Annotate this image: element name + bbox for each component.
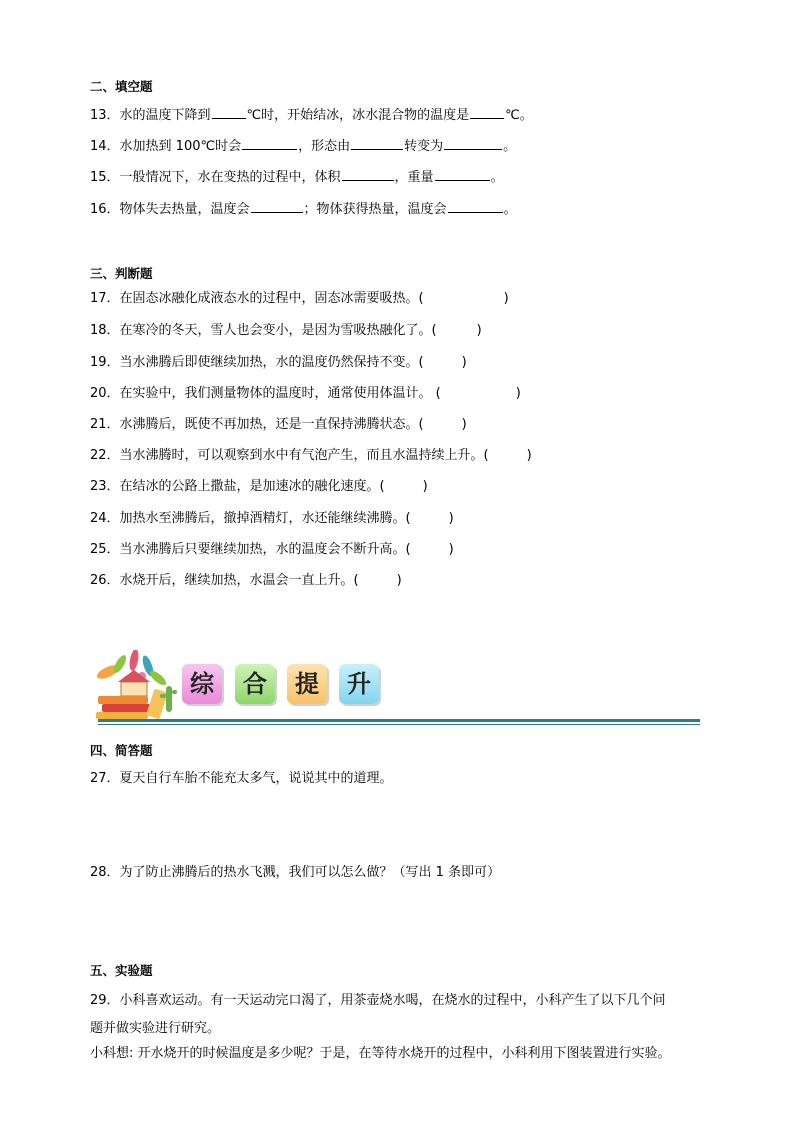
close-paren: ) [461,355,467,370]
question-29-line-1: 29．小科喜欢运动。有一天运动完口渴了，用茶壶烧水喝，在烧水的过程中，小科产生了以下几个问 [90,993,666,1008]
question-13-text-c: ℃。 [505,108,533,123]
banner-char-tile: 合 [235,664,275,704]
section-heading-true-false: 三、判断题 [90,266,153,281]
banner-char-tile: 升 [339,664,379,704]
question-text: 24．加热水至沸腾后，撤掉酒精灯，水还能继续沸腾。( [90,511,411,526]
question-20 [90,385,521,403]
close-paren: ) [503,291,509,306]
banner-divider [98,719,700,722]
answer-blank[interactable] [251,198,303,213]
answer-blank[interactable] [212,104,246,119]
question-17 [90,290,509,308]
question-15-text-c: 。 [490,170,504,185]
close-paren: ) [526,448,532,463]
question-21 [90,416,467,434]
question-text: 25．当水沸腾后只要继续加热，水的温度会不断升高。( [90,542,411,557]
question-text: 21．水沸腾后，既使不再加热，还是一直保持沸腾状态。( [90,417,424,432]
answer-blank[interactable] [351,135,403,150]
question-15-text-b: ，重量 [394,170,434,185]
question-24 [90,510,454,528]
section-heading-experiment: 五、实验题 [90,963,153,978]
question-text: 26．水烧开后，继续加热，水温会一直上升。( [90,573,359,588]
question-text: 19．当水沸腾后即使继续加热，水的温度仍然保持不变。( [90,355,424,370]
section-heading-fill-blank: 二、填空题 [90,79,153,94]
question-16-text-c: 。 [503,202,517,217]
banner-char-tile: 提 [287,664,327,704]
question-15 [90,166,504,187]
question-13 [90,104,533,125]
question-23 [90,478,428,496]
question-19 [90,354,467,372]
question-16-text-b: ；物体获得热量，温度会 [303,202,447,217]
question-14-text-a: 14．水加热到 100℃时会 [90,139,242,154]
answer-blank[interactable] [242,135,297,150]
close-paren: ) [461,417,467,432]
banner-char-tile: 综 [182,664,222,704]
close-paren: ) [476,323,482,338]
answer-blank[interactable] [435,166,490,181]
banner-divider-thin [98,724,700,725]
question-29-line-2: 题并做实验进行研究。 [90,1021,221,1036]
question-text: 18．在寒冷的冬天，雪人也会变小，是因为雪吸热融化了。( [90,323,437,338]
close-paren: ) [396,573,402,588]
question-text: 20．在实验中，我们测量物体的温度时，通常使用体温计。 ( [90,386,441,401]
close-paren: ) [422,479,428,494]
question-text: 23．在结冰的公路上撒盐，是加速冰的融化速度。( [90,479,385,494]
question-26 [90,572,402,590]
question-14-text-d: 。 [503,139,517,154]
close-paren: ) [448,511,454,526]
question-29-line-3: 小科想: 开水烧开的时候温度是多少呢？于是，在等待水烧开的过程中，小科利用下图装置进行实验。 [90,1046,671,1061]
answer-blank[interactable] [470,104,504,119]
question-14-text-b: ，形态由 [298,139,351,154]
question-25 [90,541,454,559]
question-14 [90,135,516,156]
close-paren: ) [515,386,521,401]
question-14-text-c: 转变为 [404,139,444,154]
question-13-text-b: ℃时，开始结冰，冰水混合物的温度是 [246,108,470,123]
answer-blank[interactable] [448,198,503,213]
question-15-text-a: 15．一般情况下，水在变热的过程中，体积 [90,170,341,185]
question-text: 22．当水沸腾时，可以观察到水中有气泡产生，而且水温持续上升。( [90,448,489,463]
section-banner [90,650,702,728]
question-13-text-a: 13．水的温度下降到 [90,108,211,123]
question-text: 17．在固态冰融化成液态水的过程中，固态冰需要吸热。( [90,291,424,306]
question-22 [90,447,532,465]
answer-blank[interactable] [444,135,502,150]
close-paren: ) [448,542,454,557]
question-16-text-a: 16．物体失去热量，温度会 [90,202,250,217]
question-16 [90,198,517,219]
answer-blank[interactable] [342,166,394,181]
question-18 [90,322,482,340]
question-28: 28．为了防止沸腾后的热水飞溅，我们可以怎么做？（写出 1 条即可） [90,865,501,880]
section-heading-short-answer: 四、简答题 [90,743,153,758]
question-27: 27．夏天自行车胎不能充太多气，说说其中的道理。 [90,771,393,786]
books-plants-icon [90,650,180,720]
